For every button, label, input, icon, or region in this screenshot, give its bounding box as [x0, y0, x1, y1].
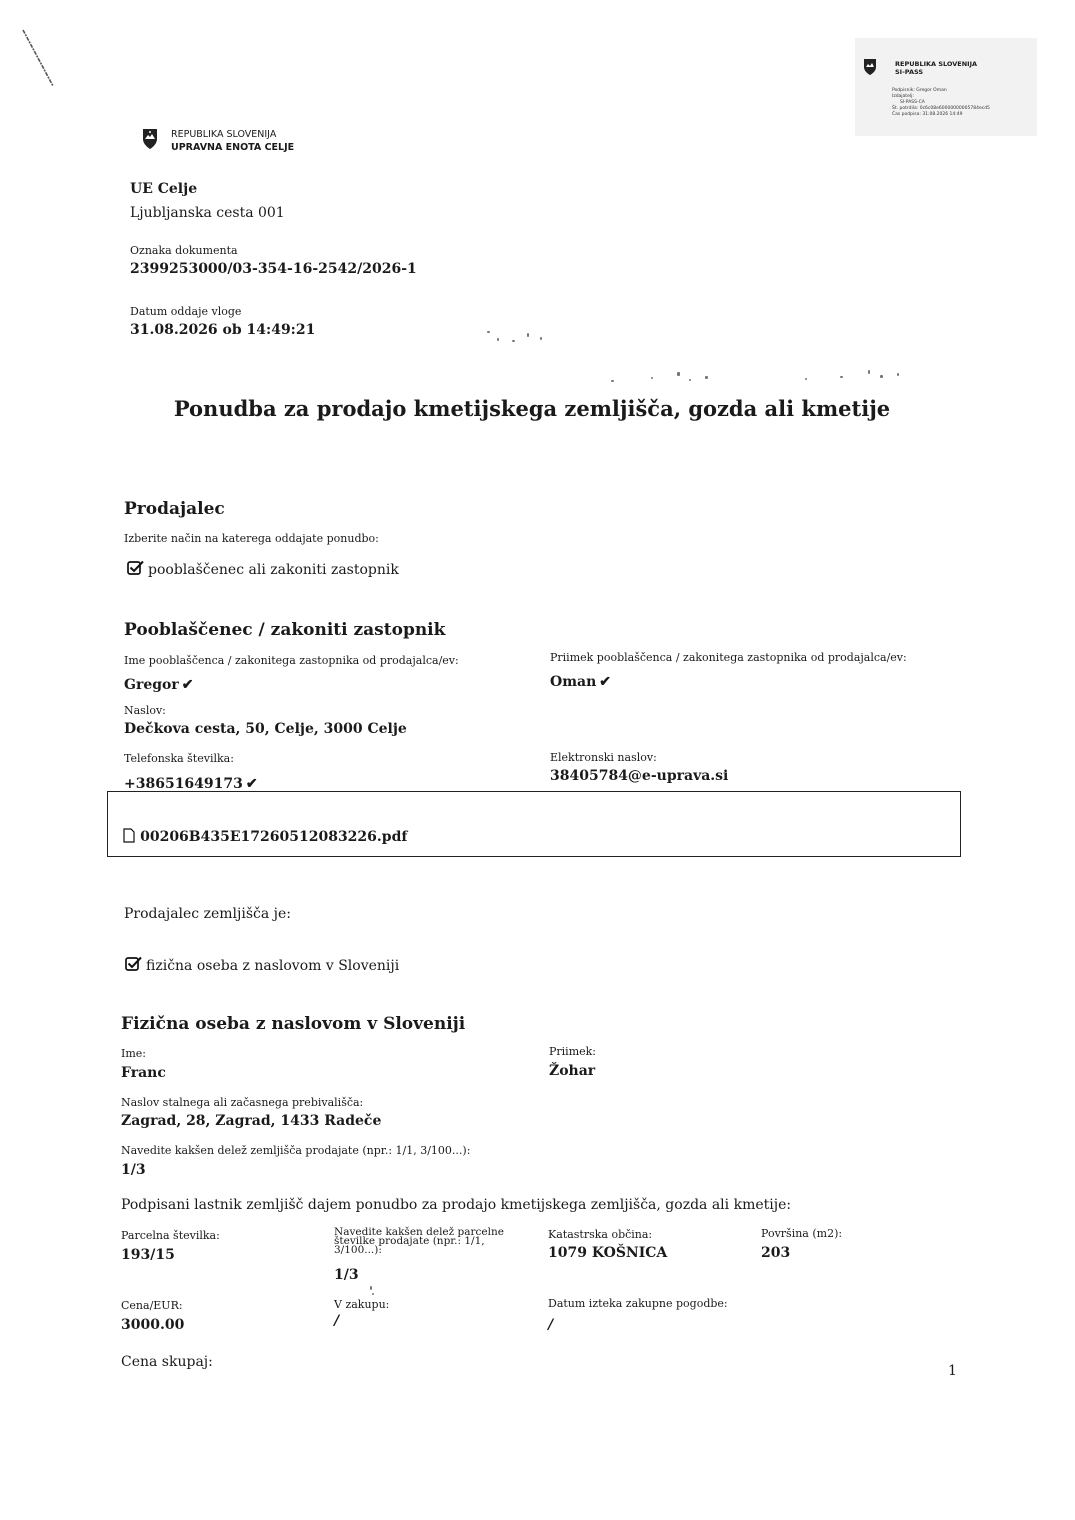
rep-phone-label: Telefonska številka: [124, 752, 234, 765]
header-logo-line1: REPUBLIKA SLOVENIJA [171, 129, 277, 140]
seller-method-option [127, 559, 399, 578]
rep-address: Dečkova cesta, 50, Celje, 3000 Celje [124, 721, 407, 737]
rep-phone-row [124, 773, 258, 792]
seller-type-option [125, 955, 399, 974]
stamp-country: REPUBLIKA SLOVENIJA [895, 60, 978, 68]
parcel-share: 1/3 [334, 1267, 359, 1283]
cadastral-municipality: 1079 KOŠNICA [548, 1245, 668, 1261]
checkbox-checked-icon [127, 560, 144, 576]
check-mark-icon: ✔ [245, 776, 258, 792]
cadastral-label: Katastrska občina: [548, 1228, 653, 1241]
parcel-share-label-line3: 3/100...): [334, 1244, 382, 1256]
rep-last-name-row [550, 671, 611, 690]
seller-type-label: Prodajalec zemljišča je: [124, 906, 291, 922]
scan-streak [20, 28, 60, 90]
stamp-cert: 0c6c08e60000000005784ecd5 [919, 106, 990, 111]
stamp-service: SI-PASS [895, 68, 924, 76]
doc-id-label: Oznaka dokumenta [130, 244, 238, 257]
total-price-label: Cena skupaj: [121, 1354, 213, 1370]
stamp-details [892, 88, 990, 118]
seller-heading: Prodajalec [124, 499, 225, 519]
representative-heading: Pooblaščenec / zakoniti zastopnik [124, 620, 446, 640]
parcel-label: Parcelna številka: [121, 1229, 220, 1242]
attachment-box [107, 791, 961, 857]
lease-value: / [334, 1313, 340, 1329]
parcel-number: 193/15 [121, 1247, 175, 1263]
stamp-signed-by: Gregor Oman [916, 88, 947, 93]
person-heading: Fizična oseba z naslovom v Sloveniji [121, 1014, 466, 1034]
coat-of-arms-icon [863, 58, 877, 76]
signature-stamp [855, 38, 1037, 136]
doc-date-label: Datum oddaje vloge [130, 305, 242, 318]
person-share: 1/3 [121, 1162, 146, 1178]
lease-label: V zakupu: [334, 1298, 390, 1311]
price-label: Cena/EUR: [121, 1299, 183, 1312]
seller-type-text: fizična oseba z naslovom v Sloveniji [146, 958, 400, 974]
offer-statement: Podpisani lastnik zemljišč dajem ponudbo za prodajo kmetijskega zemljišča, gozda ali kmetije: [121, 1197, 792, 1213]
rep-last-name: Oman [550, 674, 597, 690]
seller-method-label: Izberite način na katerega oddajate ponudbo: [124, 532, 379, 545]
rep-last-name-label: Priimek pooblaščenca / zakonitega zastopnika od prodajalca/ev: [550, 651, 907, 664]
attachment-filename: 00206B435E17260512083226.pdf [140, 829, 408, 845]
person-share-label: Navedite kakšen delež zemljišča prodajate (npr.: 1/1, 3/100...): [121, 1144, 471, 1157]
area-value: 203 [761, 1245, 791, 1261]
area-label: Površina (m2): [761, 1227, 843, 1240]
stamp-time: 31.08.2026 14:49 [922, 112, 963, 117]
stamp-time-label: Čas podpisa: [892, 112, 921, 117]
check-mark-icon: ✔ [181, 677, 194, 693]
person-last-name-label: Priimek: [549, 1045, 597, 1058]
rep-address-label: Naslov: [124, 704, 166, 717]
lease-end-label: Datum izteka zakupne pogodbe: [548, 1297, 728, 1310]
stamp-signed-by-label: Podpisnik: [892, 88, 915, 93]
file-icon [123, 828, 135, 843]
header-logo-line2: UPRAVNA ENOTA CELJE [171, 142, 295, 153]
rep-email: 38405784@e-uprava.si [550, 768, 729, 784]
parcel-share-label-line2: številke prodajate (npr.: 1/1, [334, 1235, 485, 1247]
stamp-issuer-label: Izdajatelj: [892, 94, 914, 99]
person-residence: Zagrad, 28, Zagrad, 1433 Radeče [121, 1113, 382, 1129]
recipient-address: Ljubljanska cesta 001 [130, 205, 285, 221]
doc-date: 31.08.2026 ob 14:49:21 [130, 322, 316, 338]
person-first-name: Franc [121, 1065, 166, 1081]
page-number: 1 [948, 1363, 957, 1379]
doc-id: 2399253000/03-354-16-2542/2026-1 [130, 261, 417, 277]
person-residence-label: Naslov stalnega ali začasnega prebivališča: [121, 1096, 364, 1109]
seller-method-text: pooblaščenec ali zakoniti zastopnik [148, 562, 399, 578]
person-first-name-label: Ime: [121, 1047, 146, 1060]
lease-end-value: / [548, 1317, 554, 1333]
checkbox-checked-icon [125, 956, 142, 972]
person-last-name: Žohar [549, 1063, 596, 1079]
rep-first-name-label: Ime pooblaščenca / zakonitega zastopnika od prodajalca/ev: [124, 654, 459, 667]
attachment-link[interactable] [123, 826, 407, 845]
parcel-share-label [334, 1228, 504, 1255]
recipient-name: UE Celje [130, 181, 198, 197]
coat-of-arms-icon [142, 128, 158, 150]
stamp-issuer: SI-PASS-CA [900, 100, 925, 105]
check-mark-icon: ✔ [599, 674, 611, 690]
rep-first-name: Gregor [124, 677, 179, 693]
rep-email-label: Elektronski naslov: [550, 751, 657, 764]
parcel-share-label-line1: Navedite kakšen delež parcelne [334, 1226, 504, 1238]
page-title: Ponudba za prodajo kmetijskega zemljišča, gozda ali kmetije [173, 396, 891, 421]
price-value: 3000.00 [121, 1317, 185, 1333]
rep-first-name-row [124, 674, 193, 693]
rep-phone: +38651649173 [124, 776, 243, 792]
stamp-cert-label: Št. potrdila: [892, 106, 919, 111]
